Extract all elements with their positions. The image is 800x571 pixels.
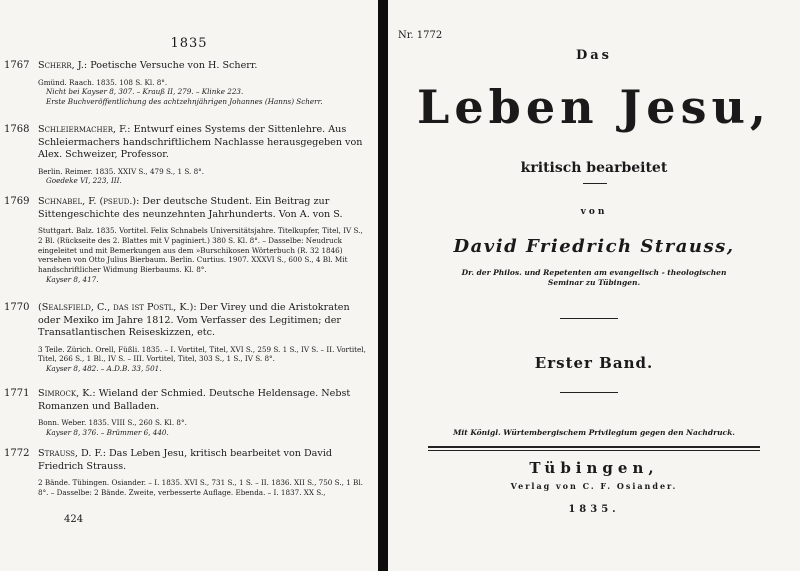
author-name: David Friedrich Strauss, <box>453 236 735 257</box>
entry-heading <box>38 60 368 73</box>
entry-title: Das Leben Jesu, kritisch bearbeitet von David Friedrich Strauss. <box>38 448 333 472</box>
entry-author: Schnabel, F. (pseud.): <box>38 196 140 207</box>
book-gutter <box>378 0 388 571</box>
entry-1767 <box>4 60 368 107</box>
entry-publication: 3 Teile. Zürich. Orell, Füßli. 1835. – I. Vortitel, Titel, XVI S., 259 S. 1 S., IV S. – II. Vortitel, Titel, 266 S., 1 Bl., IV S. – III. Vortitel, Titel, 303 S., 1 S., IV S. 8°. <box>38 344 366 364</box>
page-number: 424 <box>64 514 84 525</box>
author-affiliation <box>388 268 800 288</box>
entry-reference: Kayser 8, 376. – Brümmer 6, 440. <box>46 427 169 437</box>
entry-reference: Erste Buchveröffentlichung des achtzehnjährigen Johannes (Hanns) Scherr. <box>46 97 323 107</box>
entry-heading <box>38 196 368 221</box>
entry-number: 1767 <box>4 60 30 71</box>
entry-title: Wieland der Schmied. Deutsche Heldensage. Nebst Romanzen und Balladen. <box>38 388 351 412</box>
entry-1769 <box>4 196 368 285</box>
right-page-title-page <box>388 0 800 571</box>
publication-year: 1835. <box>568 504 620 515</box>
entry-title: Entwurf eines Systems der Sittenlehre. Aus Schleiermachers handschriftlichem Nachlasse herausgegeben von Alex. Schweizer, Professor. <box>38 124 363 160</box>
title-das: Das <box>575 48 612 63</box>
publication-city: Tübingen, <box>529 459 659 477</box>
book-title: Leben Jesu, <box>417 80 771 134</box>
book-subtitle: kritisch bearbeitet <box>520 160 668 176</box>
affiliation-line-2: Seminar zu Tübingen. <box>547 278 641 287</box>
catalog-number: Nr. 1772 <box>398 30 443 41</box>
divider-rule <box>583 183 607 184</box>
left-page <box>0 0 378 571</box>
entry-title: Der deutsche Student. Ein Beitrag zur Sittengeschichte des neunzehnten Jahrhunderts. Von A. von S. <box>38 196 343 220</box>
entry-publication: Bonn. Weber. 1835. VIII S., 260 S. Kl. 8°. <box>38 418 187 427</box>
entry-heading <box>38 388 368 413</box>
entry-title: Der Virey und die Aristokraten oder Mexiko im Jahre 1812. Vom Verfasser des Legitimen; der Transatlantischen Reiseskizzen, etc. <box>38 302 350 338</box>
entry-number: 1769 <box>4 196 30 207</box>
entry-heading <box>38 124 368 162</box>
year-heading: 1835 <box>170 36 208 51</box>
entry-number: 1772 <box>4 448 30 459</box>
entry-number: 1768 <box>4 124 30 135</box>
entry-number: 1771 <box>4 388 30 399</box>
entry-author: Strauss, D. F.: <box>38 448 106 459</box>
entry-heading <box>38 302 368 340</box>
entry-title: Poetische Versuche von H. Scherr. <box>87 60 258 71</box>
entry-author: (Sealsfield, C., das ist Postl, K.): <box>38 302 197 313</box>
divider-rule <box>560 392 618 393</box>
entry-publication: 2 Bände. Tübingen. Osiander. – I. 1835. XVI S., 731 S., 1 S. – II. 1836. XII S., 750 S., 1 Bl. 8°. – Dasselbe: 2 Bände. Zweite, verbesserte Auflage. Ebenda. – I. 1837. XX S., <box>38 478 363 497</box>
publisher: Verlag von C. F. Osiander. <box>510 481 678 491</box>
entry-1772 <box>4 448 368 498</box>
double-rule-top <box>428 446 760 448</box>
entry-1768 <box>4 124 368 186</box>
volume-label: Erster Band. <box>534 354 654 372</box>
divider-rule <box>560 318 618 319</box>
entry-heading <box>38 448 368 473</box>
entry-reference: Kayser 8, 417. <box>46 274 99 284</box>
entry-1771 <box>4 388 368 438</box>
entry-publication: Berlin. Reimer. 1835. XXIV S., 479 S., 1 S. 8°. <box>38 166 205 176</box>
entry-publication: Stuttgart. Balz. 1835. Vortitel. Felix Schnabels Universitätsjahre. Titelkupfer, Titel, IV S., 2 Bl. (Rückseite des 2. Blattes mit V paginiert.) 380 S. Kl. 8°. – Dasselbe: Neudruck eingeleitet und mit Bemerkungen aus dem »Burschikosen Wörterbuch (R. 32 1846) versehen von Otto Julius Bierbaum. Berlin. Curtius. 1907. XXXVI S., 600 S., 4 Bl. Mit handschriftlicher Widmung Bierbaums. Kl. 8°. <box>38 226 363 275</box>
double-rule-bottom <box>428 450 760 451</box>
entry-author: Simrock, K.: <box>38 388 96 399</box>
entry-author: Schleiermacher, F.: <box>38 124 131 135</box>
entry-1770 <box>4 302 368 374</box>
by-label: von <box>580 207 608 217</box>
privilege-notice: Mit Königl. Würtembergischem Privilegium gegen den Nachdruck. <box>453 428 735 437</box>
entry-reference: Nicht bei Kayser 8, 307. – Krauß II, 279. – Klinke 223. <box>46 87 244 97</box>
entry-author: Scherr, J.: <box>38 60 88 71</box>
affiliation-line-1: Dr. der Philos. und Repetenten am evangelisch - theologischen <box>461 268 727 277</box>
entry-reference: Goedeke VI, 223, III. <box>46 176 122 186</box>
entry-number: 1770 <box>4 302 30 313</box>
entry-reference: Kayser 8, 482. – A.D.B. 33, 501. <box>46 364 162 374</box>
entry-publication: Gmünd. Raach. 1835. 108 S. Kl. 8°. <box>38 77 168 87</box>
